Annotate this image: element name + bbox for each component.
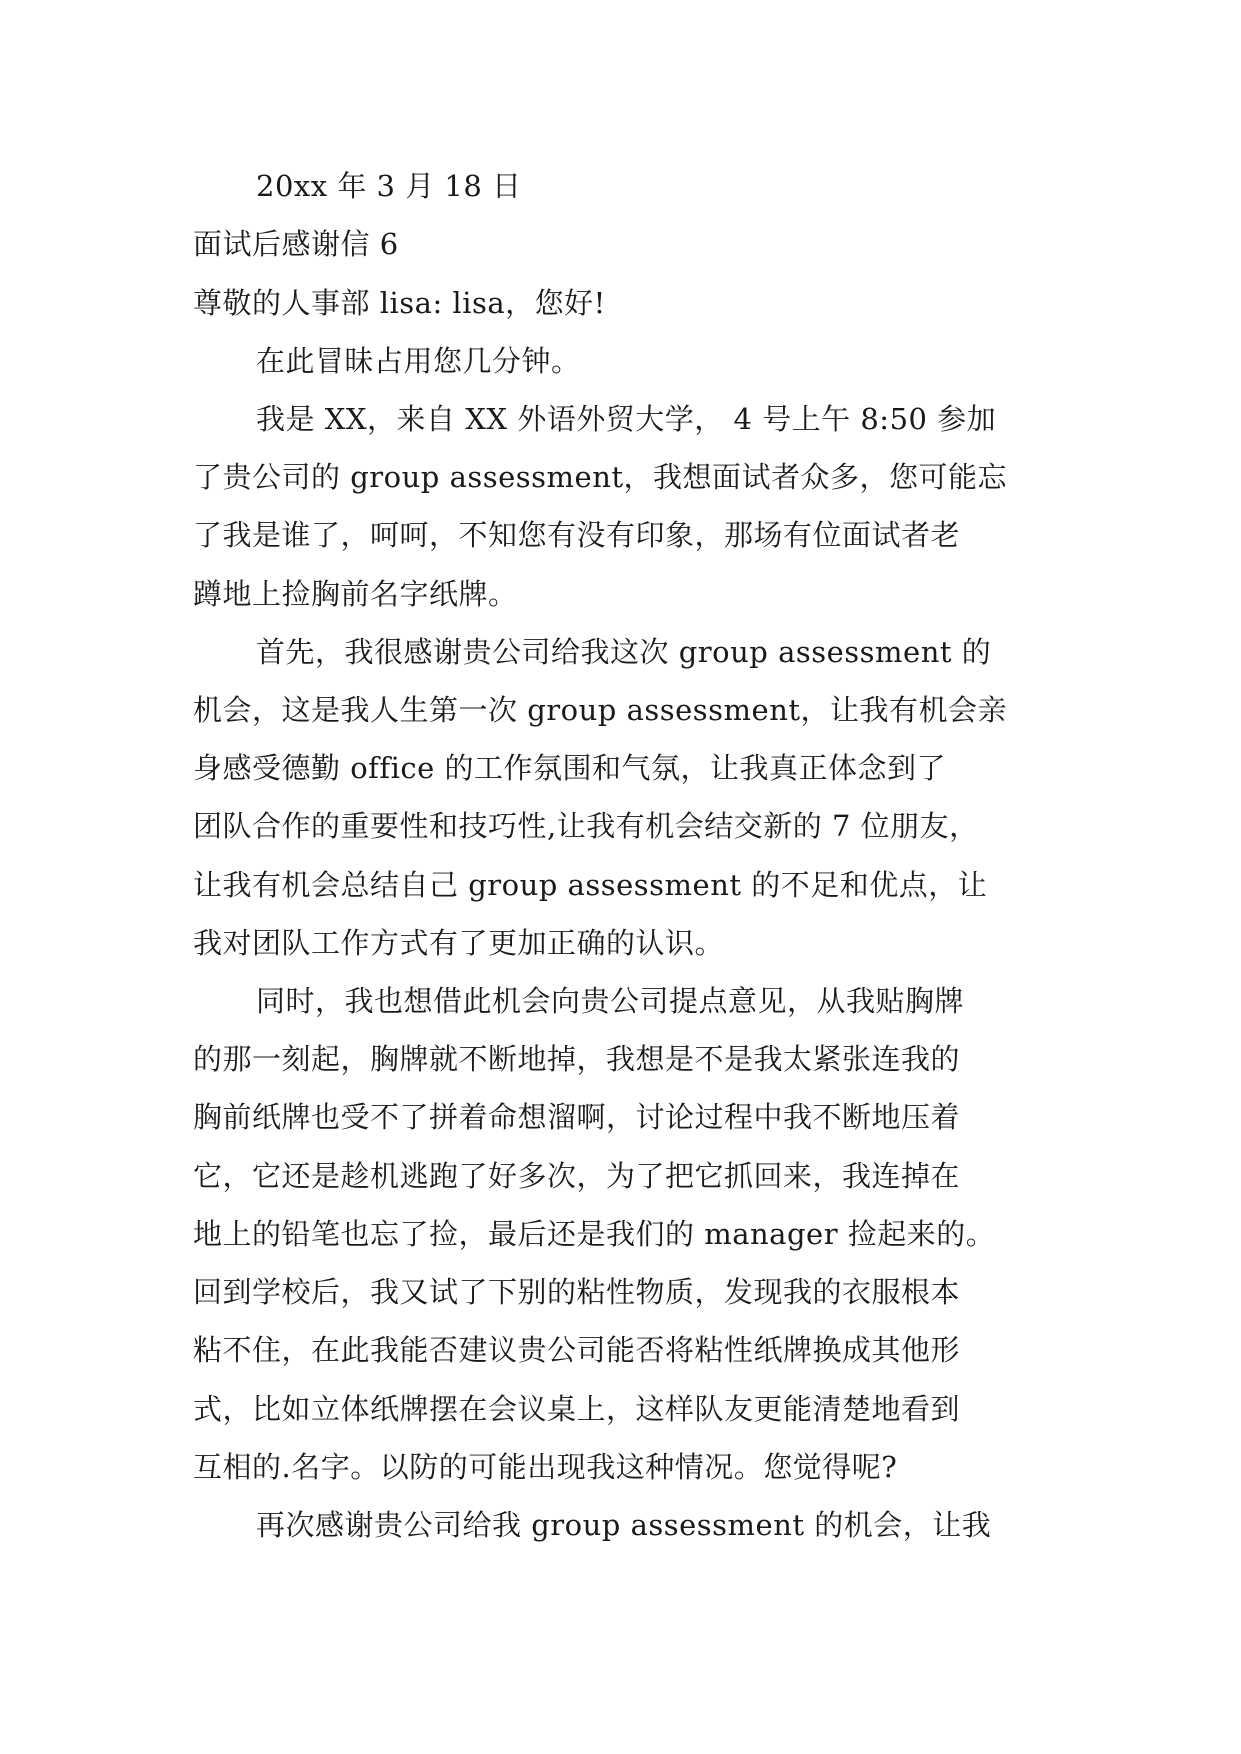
body-line: 了贵公司的 group assessment，我想面试者众多，您可能忘 (193, 460, 1008, 494)
body-line: 式，比如立体纸牌摆在会议桌上，这样队友更能清楚地看到 (193, 1392, 961, 1426)
body-line: 回到学校后，我又试了下别的粘性物质，发现我的衣服根本 (193, 1275, 961, 1309)
body-line: 胸前纸牌也受不了拼着命想溜啊，讨论过程中我不断地压着 (193, 1100, 961, 1134)
body-line: 互相的.名字。以防的可能出现我这种情况。您觉得呢? (193, 1450, 898, 1484)
body-line: 的那一刻起，胸牌就不断地掉，我想是不是我太紧张连我的 (193, 1042, 961, 1076)
body-line: 同时，我也想借此机会向贵公司提点意见，从我贴胸牌 (256, 984, 965, 1018)
body-line: 首先，我很感谢贵公司给我这次 group assessment 的 (256, 635, 992, 669)
body-line: 它，它还是趁机逃跑了好多次，为了把它抓回来，我连掉在 (193, 1159, 961, 1193)
salutation: 尊敬的人事部 lisa: lisa，您好! (193, 286, 606, 320)
body-line: 团队合作的重要性和技巧性,让我有机会结交新的 7 位朋友， (193, 809, 979, 843)
body-line: 粘不住，在此我能否建议贵公司能否将粘性纸牌换成其他形 (193, 1333, 961, 1367)
body-line: 蹲地上捡胸前名字纸牌。 (193, 577, 518, 611)
body-line: 我是 XX，来自 XX 外语外贸大学， 4 号上午 8:50 参加 (256, 402, 997, 436)
body-line: 机会，这是我人生第一次 group assessment，让我有机会亲 (193, 693, 1008, 727)
body-line: 身感受德勤 office 的工作氛围和气氛，让我真正体念到了 (193, 751, 947, 785)
body-line: 我对团队工作方式有了更加正确的认识。 (193, 926, 725, 960)
body-line: 再次感谢贵公司给我 group assessment 的机会，让我 (256, 1508, 992, 1542)
body-line: 在此冒昧占用您几分钟。 (256, 344, 581, 378)
date-line: 20xx 年 3 月 18 日 (256, 169, 522, 203)
body-line: 让我有机会总结自己 group assessment 的不足和优点，让 (193, 868, 988, 902)
body-line: 地上的铅笔也忘了捡，最后还是我们的 manager 捡起来的。 (193, 1217, 996, 1251)
body-line: 了我是谁了，呵呵，不知您有没有印象，那场有位面试者老 (193, 518, 961, 552)
letter-title: 面试后感谢信 6 (193, 227, 399, 261)
